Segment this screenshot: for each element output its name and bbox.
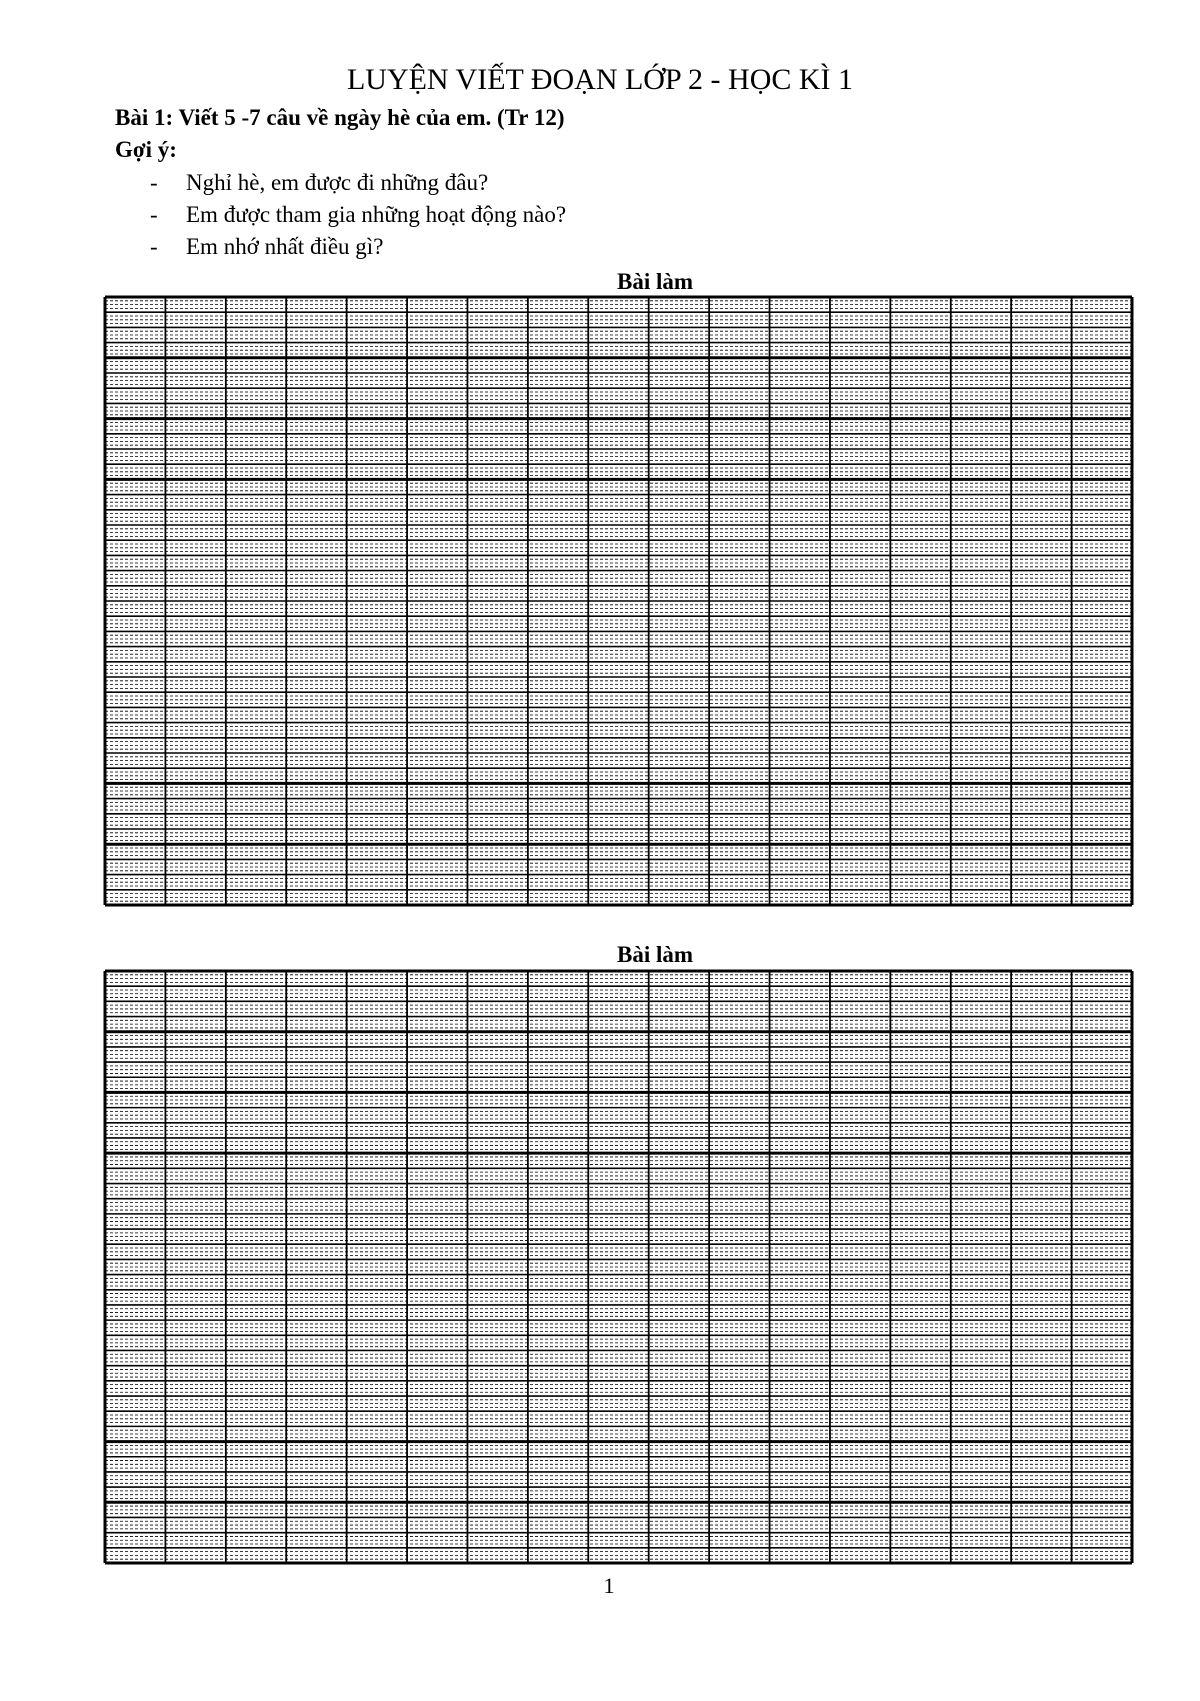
hint-bullet: - xyxy=(150,170,158,195)
page-number: 1 xyxy=(603,1573,615,1598)
hint-text: Nghỉ hè, em được đi những đâu? xyxy=(186,170,489,195)
hint-list xyxy=(150,167,566,263)
hint-bullet: - xyxy=(150,234,158,259)
writing-grid-2[interactable] xyxy=(103,969,1134,1565)
section-label-1: Bài làm xyxy=(616,269,694,294)
hint-item xyxy=(150,231,566,263)
writing-grid-1[interactable] xyxy=(103,295,1134,907)
page-title: LUYỆN VIẾT ĐOẠN LỚP 2 - HỌC KÌ 1 xyxy=(346,63,854,96)
hint-item xyxy=(150,167,566,199)
hint-label: Gợi ý: xyxy=(115,137,177,162)
hint-text: Em được tham gia những hoạt động nào? xyxy=(186,202,567,227)
hint-item xyxy=(150,199,566,231)
section-label-2: Bài làm xyxy=(616,942,694,967)
hint-text: Em nhớ nhất điều gì? xyxy=(186,234,384,259)
exercise-heading: Bài 1: Viết 5 -7 câu về ngày hè của em. (Tr 12) xyxy=(115,105,565,130)
hint-bullet: - xyxy=(150,202,158,227)
